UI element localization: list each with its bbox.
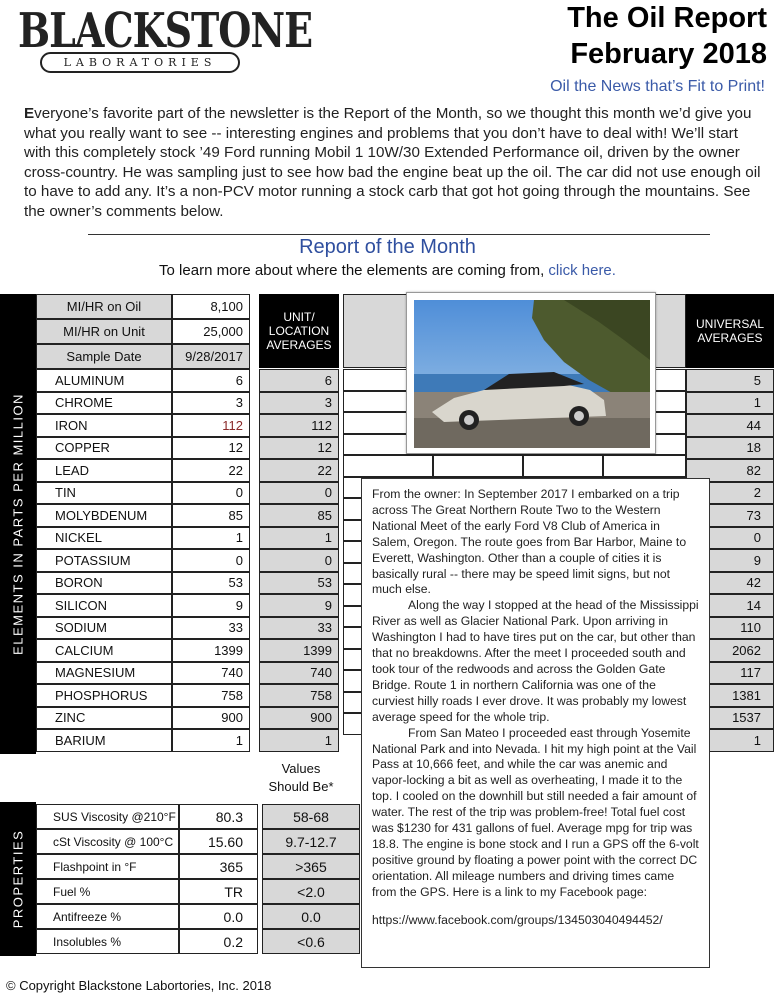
element-name: BARIUM: [36, 729, 172, 752]
property-should-be: >365: [262, 854, 360, 879]
element-universal-average: 1: [686, 729, 774, 752]
element-universal-average: 42: [686, 572, 774, 595]
info-value: 25,000: [172, 319, 250, 344]
tagline: Oil the News that’s Fit to Print!: [550, 78, 765, 95]
element-name: COPPER: [36, 437, 172, 460]
property-should-be: 0.0: [262, 904, 360, 929]
element-unit-average: 33: [259, 617, 339, 640]
title-line-2: February 2018: [570, 38, 767, 70]
element-value: 112: [172, 414, 250, 437]
properties-side-band: [0, 802, 36, 956]
element-name: ALUMINUM: [36, 369, 172, 392]
report-title: [567, 0, 767, 72]
element-unit-average: 22: [259, 459, 339, 482]
logo-laboratories: LABORATORIES: [40, 52, 240, 73]
element-value: 9: [172, 594, 250, 617]
element-name: POTASSIUM: [36, 549, 172, 572]
property-name: Fuel %: [36, 879, 179, 904]
element-universal-average: 1537: [686, 707, 774, 730]
element-name: SODIUM: [36, 617, 172, 640]
element-universal-average: 5: [686, 369, 774, 392]
title-line-1: The Oil Report: [567, 2, 767, 34]
history-cell: [343, 455, 433, 477]
element-value: 0: [172, 549, 250, 572]
element-unit-average: 12: [259, 437, 339, 460]
element-universal-average: 0: [686, 527, 774, 550]
element-name: TIN: [36, 482, 172, 505]
values-should-be-label: Values Should Be*: [268, 761, 334, 794]
intro-dropcap: E: [24, 105, 35, 122]
element-value: 53: [172, 572, 250, 595]
element-value: 33: [172, 617, 250, 640]
element-universal-average: 2: [686, 482, 774, 505]
intro-text: veryone’s favorite part of the newsletter is the Report of the Month, so we thought this month we’d give you what you really want to see -- interesting engines and problems that you don’t have to deal with! We’ll start with this completely stock ’49 Ford running Mobil 1 10W/30 Extended Performance oil, driven by the owner cross-country. He was sampling just to see how bad the engine beat up the oil. The car did not use enough oil to have to add any. It’s a non-PCV motor running a stock carb that got hot going through the mountains. See the owner’s comments below.: [24, 105, 761, 220]
info-label: MI/HR on Unit: [36, 319, 172, 344]
element-universal-average: 117: [686, 662, 774, 685]
story-paragraph-1: From the owner: In September 2017 I embarked on a trip across The Great Northern Route Two to the Western National Meet of the early Ford V8 Club of America in Salem, Oregon. The route goes from Bar Harbor, Maine to Everett, Washington. Other than a couple of cities it is basically rural -- there may be speed limit signs, but not much else.: [372, 487, 687, 597]
property-value: 365: [179, 854, 258, 879]
element-name: ZINC: [36, 707, 172, 730]
element-value: 0: [172, 482, 250, 505]
history-cell: [523, 455, 603, 477]
property-value: TR: [179, 879, 258, 904]
property-name: SUS Viscosity @210°F: [36, 804, 179, 829]
element-value: 3: [172, 392, 250, 415]
element-universal-average: 1381: [686, 684, 774, 707]
element-universal-average: 18: [686, 437, 774, 460]
element-unit-average: 9: [259, 594, 339, 617]
info-label: MI/HR on Oil: [36, 294, 172, 319]
history-cell: [433, 455, 523, 477]
element-value: 1399: [172, 639, 250, 662]
element-name: IRON: [36, 414, 172, 437]
property-value: 0.0: [179, 904, 258, 929]
unit-location-averages-header: UNIT/ LOCATION AVERAGES: [259, 294, 339, 368]
property-should-be: <0.6: [262, 929, 360, 954]
element-universal-average: 73: [686, 504, 774, 527]
property-name: Insolubles %: [36, 929, 179, 954]
blackstone-logo: [18, 2, 313, 74]
history-cell: [603, 455, 686, 477]
element-value: 22: [172, 459, 250, 482]
property-should-be: 58-68: [262, 804, 360, 829]
element-unit-average: 1: [259, 527, 339, 550]
report-of-month-subtitle: [0, 262, 775, 279]
element-value: 12: [172, 437, 250, 460]
copyright: © Copyright Blackstone Labortories, Inc. 2018: [6, 978, 272, 993]
property-value: 0.2: [179, 929, 258, 954]
universal-averages-header: UNIVERSAL AVERAGES: [686, 294, 774, 368]
element-universal-average: 9: [686, 549, 774, 572]
element-name: LEAD: [36, 459, 172, 482]
elements-side-band: [0, 294, 36, 754]
element-name: BORON: [36, 572, 172, 595]
info-label: Sample Date: [36, 344, 172, 369]
element-name: SILICON: [36, 594, 172, 617]
property-value: 80.3: [179, 804, 258, 829]
element-unit-average: 758: [259, 684, 339, 707]
element-value: 1: [172, 729, 250, 752]
element-unit-average: 1: [259, 729, 339, 752]
element-unit-average: 53: [259, 572, 339, 595]
element-universal-average: 82: [686, 459, 774, 482]
element-value: 758: [172, 684, 250, 707]
element-value: 900: [172, 707, 250, 730]
element-universal-average: 44: [686, 414, 774, 437]
element-name: MAGNESIUM: [36, 662, 172, 685]
subtitle-text: To learn more about where the elements are coming from,: [159, 262, 545, 279]
element-value: 85: [172, 504, 250, 527]
click-here-link[interactable]: click here.: [548, 262, 616, 279]
facebook-link[interactable]: https://www.facebook.com/groups/134503040494452/: [372, 912, 663, 927]
car-photo-image: [414, 300, 650, 448]
element-unit-average: 900: [259, 707, 339, 730]
element-universal-average: 2062: [686, 639, 774, 662]
car-photo: [406, 292, 656, 454]
property-name: cSt Viscosity @ 100°C: [36, 829, 179, 854]
element-unit-average: 85: [259, 504, 339, 527]
elements-side-label: ELEMENTS IN PARTS PER MILLION: [10, 393, 26, 655]
element-universal-average: 1: [686, 392, 774, 415]
info-value: 8,100: [172, 294, 250, 319]
report-of-month-title: Report of the Month: [299, 236, 476, 258]
element-name: NICKEL: [36, 527, 172, 550]
element-name: MOLYBDENUM: [36, 504, 172, 527]
element-unit-average: 1399: [259, 639, 339, 662]
owner-story: [361, 478, 710, 968]
property-value: 15.60: [179, 829, 258, 854]
element-unit-average: 740: [259, 662, 339, 685]
intro-paragraph: [24, 104, 766, 222]
element-universal-average: 110: [686, 617, 774, 640]
property-name: Antifreeze %: [36, 904, 179, 929]
element-value: 6: [172, 369, 250, 392]
property-should-be: 9.7-12.7: [262, 829, 360, 854]
story-paragraph-3: From San Mateo I proceeded east through Yosemite National Park and into Nevada. I hit my high point at the Vail Pass at 10,666 feet, and while the car was anemic and vapor-locking a bit as well as overheating, I made it to the top. I cooled on the downhill but still needed a fair amount of water. The rest of the trip was problem-free! Total fuel cost was $1230 for 431 gallons of fuel. Average mpg for trip was 18.8. The engine is bone stock and I run a GPS off the 6-volt positive ground by floating a power point with the correct DC orientation. All mileage numbers and driving times came from the GPS. Here is a link to my Facebook page:: [372, 725, 699, 899]
element-name: CALCIUM: [36, 639, 172, 662]
element-unit-average: 112: [259, 414, 339, 437]
property-should-be: <2.0: [262, 879, 360, 904]
element-universal-average: 14: [686, 594, 774, 617]
element-unit-average: 6: [259, 369, 339, 392]
properties-side-label: PROPERTIES: [10, 829, 26, 929]
element-unit-average: 0: [259, 482, 339, 505]
property-name: Flashpoint in °F: [36, 854, 179, 879]
logo-brand: BLACKSTONE: [18, 2, 313, 59]
story-paragraph-2: Along the way I stopped at the head of the Mississippi River as well as Glacier National Park. Upon arriving in Washington I had to have tires put on the car, but other than that no breakdowns. After the meet I proceeded south and took tour of the redwoods and across the Golden Gate Bridge. Route 1 in northern California was one of the curviest hilly roads I ever drove. It was probably my lowest average speed for the whole trip.: [372, 598, 699, 724]
element-value: 740: [172, 662, 250, 685]
element-unit-average: 0: [259, 549, 339, 572]
element-value: 1: [172, 527, 250, 550]
element-name: CHROME: [36, 392, 172, 415]
element-unit-average: 3: [259, 392, 339, 415]
info-value: 9/28/2017: [172, 344, 250, 369]
divider: [88, 234, 710, 235]
element-name: PHOSPHORUS: [36, 684, 172, 707]
